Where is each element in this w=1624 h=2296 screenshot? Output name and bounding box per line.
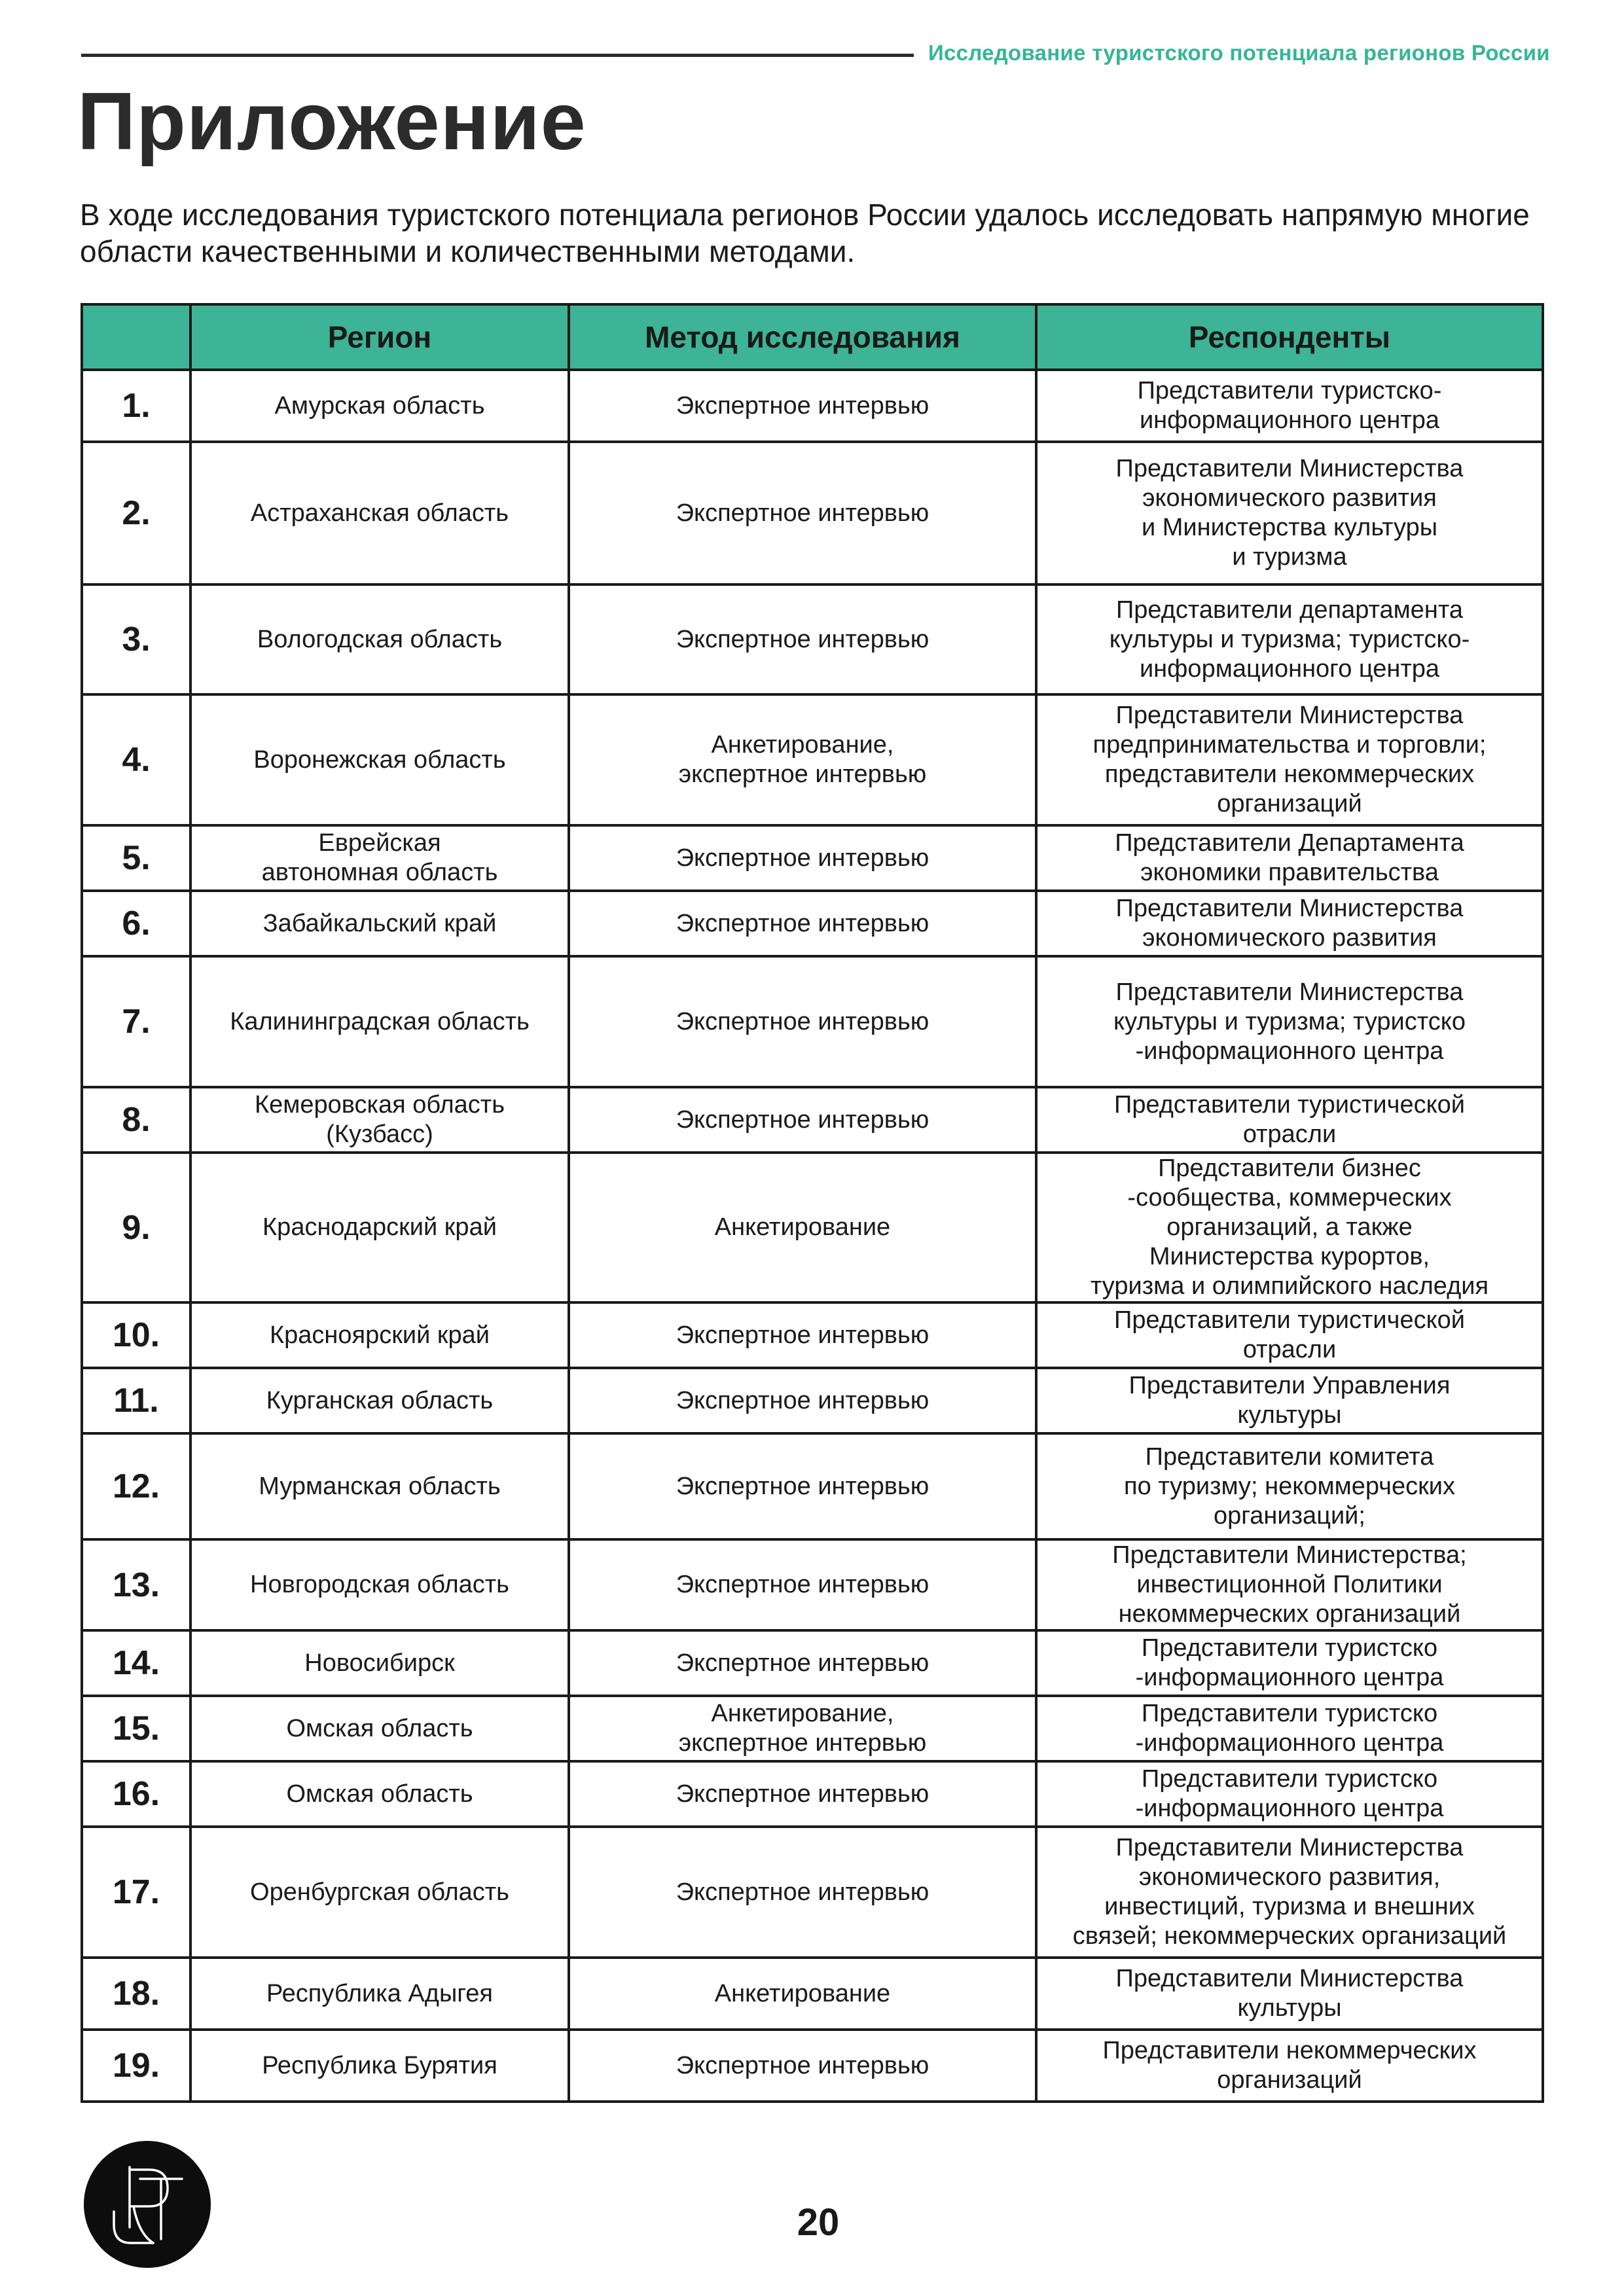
row-number: 9. [82, 1153, 190, 1302]
respondents-cell-line: культуры [1237, 1401, 1342, 1429]
respondents-cell-line: культуры и туризма; туристско [1113, 1007, 1466, 1035]
region-cell-line: Калининградская область [230, 1007, 530, 1035]
respondents-cell-line: предпринимательства и торговли; [1092, 731, 1487, 759]
respondents-cell [1036, 442, 1543, 584]
respondents-cell [1036, 1302, 1543, 1368]
region-cell [190, 584, 569, 694]
respondents-cell-line: связей; некоммерческих организаций [1072, 1922, 1507, 1950]
respondents-cell-line: организаций [1217, 790, 1362, 817]
method-cell-line: Анкетирование, [711, 731, 894, 759]
table-row [82, 1539, 1543, 1630]
respondents-cell-line: культуры [1237, 1994, 1342, 2022]
column-header-region: Регион [190, 304, 569, 370]
method-cell-line: Экспертное интервью [676, 1649, 929, 1677]
region-cell [190, 956, 569, 1087]
method-cell [569, 370, 1036, 442]
region-cell-line: Курганская область [266, 1386, 494, 1414]
appendix-table [81, 303, 1544, 2103]
region-cell [190, 442, 569, 584]
row-number: 12. [82, 1433, 190, 1539]
method-cell-line: Экспертное интервью [676, 1571, 929, 1598]
method-cell [569, 1433, 1036, 1539]
table-row [82, 694, 1543, 825]
method-cell-line: Экспертное интервью [676, 499, 929, 527]
header-rule [81, 54, 914, 57]
respondents-cell-line: -информационного центра [1135, 1795, 1444, 1822]
respondents-cell-line: информационного центра [1139, 655, 1440, 683]
respondents-cell-line: Представители туристической [1114, 1306, 1465, 1334]
region-cell-line: Новосибирск [304, 1649, 455, 1677]
region-cell-line: Омская область [286, 1714, 473, 1742]
respondents-cell-line: экономического развития, [1138, 1863, 1441, 1891]
region-cell-line: (Кузбасс) [326, 1121, 433, 1148]
respondents-cell-line: Представители Министерства [1115, 978, 1464, 1006]
respondents-cell-line: Представители туристско- [1137, 377, 1442, 404]
respondents-cell-line: -информационного центра [1135, 1037, 1444, 1065]
region-cell [190, 1302, 569, 1368]
region-cell-line: Астраханская область [250, 499, 509, 527]
respondents-cell-line: представители некоммерческих [1104, 761, 1475, 788]
header-caption: Исследование туристского потенциала регионов России [928, 41, 1550, 65]
respondents-cell-line: Представители туристической [1114, 1091, 1465, 1119]
respondents-cell-line: организаций; [1214, 1501, 1365, 1530]
region-cell [190, 1153, 569, 1302]
region-cell-line: автономная область [261, 859, 498, 886]
region-cell-line: Воронежская область [253, 745, 506, 774]
row-number: 11. [82, 1368, 190, 1433]
method-cell-line: Экспертное интервью [676, 391, 929, 420]
respondents-cell-line: Представители Министерства [1115, 455, 1464, 482]
method-cell-line: Экспертное интервью [676, 625, 929, 653]
region-cell [190, 1368, 569, 1433]
region-cell [190, 891, 569, 956]
table-row [82, 1761, 1543, 1827]
method-cell-line: Анкетирование, [711, 1700, 894, 1727]
respondents-cell [1036, 584, 1543, 694]
table-row [82, 1433, 1543, 1539]
respondents-cell-line: Представители туристско [1141, 1700, 1438, 1727]
row-number: 6. [82, 891, 190, 956]
method-cell [569, 694, 1036, 825]
region-cell [190, 1539, 569, 1630]
method-cell [569, 1761, 1036, 1827]
respondents-cell-line: -информационного центра [1135, 1729, 1444, 1757]
method-cell-line: Экспертное интервью [676, 1321, 929, 1349]
row-number: 2. [82, 442, 190, 584]
respondents-cell [1036, 1696, 1543, 1761]
region-cell-line: Республика Адыгея [266, 1979, 493, 2007]
method-cell [569, 956, 1036, 1087]
respondents-cell [1036, 370, 1543, 442]
region-cell-line: Кемеровская область [255, 1091, 505, 1119]
respondents-cell-line: инвестиций, туризма и внешних [1104, 1893, 1475, 1920]
table-row [82, 1827, 1543, 1958]
row-number: 14. [82, 1630, 190, 1696]
row-number: 18. [82, 1958, 190, 2030]
region-cell-line: Забайкальский край [262, 909, 497, 937]
respondents-cell [1036, 1827, 1543, 1958]
respondents-cell [1036, 1433, 1543, 1539]
region-cell-line: Республика Бурятия [262, 2051, 497, 2079]
method-cell-line: Анкетирование [714, 1979, 891, 2007]
respondents-cell [1036, 1761, 1543, 1827]
respondents-cell-line: туризма и олимпийского наследия [1090, 1272, 1489, 1300]
respondents-cell-line: Представители Департамента [1115, 829, 1464, 857]
region-cell [190, 1087, 569, 1153]
region-cell-line: Красноярский край [270, 1321, 490, 1349]
method-cell-line: Экспертное интервью [676, 1007, 929, 1035]
table-header-row [82, 304, 1543, 370]
respondents-cell-line: отрасли [1242, 1336, 1337, 1363]
respondents-cell-line: экономики правительства [1140, 859, 1439, 886]
method-cell [569, 1087, 1036, 1153]
row-number: 4. [82, 694, 190, 825]
row-number: 8. [82, 1087, 190, 1153]
region-cell-line: Оренбургская область [250, 1878, 509, 1906]
table-body [82, 370, 1543, 2102]
region-cell [190, 2030, 569, 2102]
method-cell-line: Экспертное интервью [676, 844, 929, 872]
method-cell-line: Экспертное интервью [676, 1878, 929, 1906]
region-cell [190, 825, 569, 891]
respondents-cell-line: Представители комитета [1145, 1443, 1434, 1471]
respondents-cell [1036, 1153, 1543, 1302]
method-cell [569, 891, 1036, 956]
table-row [82, 956, 1543, 1087]
respondents-cell-line: Представители Министерства [1115, 1965, 1464, 1992]
method-cell [569, 1302, 1036, 1368]
row-number: 16. [82, 1761, 190, 1827]
intro-paragraph: В ходе исследования туристского потенциала регионов России удалось исследовать напрямую многие области качественными и количественными методами. [80, 198, 1530, 268]
region-cell [190, 1761, 569, 1827]
respondents-cell-line: отрасли [1242, 1121, 1337, 1148]
table-row [82, 1958, 1543, 2030]
table-row [82, 1696, 1543, 1761]
method-cell-line: экспертное интервью [678, 1729, 927, 1757]
respondents-cell-line: Представители Управления [1128, 1372, 1451, 1399]
table-row [82, 891, 1543, 956]
respondents-cell-line: Представители Министерства [1115, 895, 1464, 922]
respondents-cell-line: инвестиционной Политики [1136, 1571, 1443, 1598]
column-header-method: Метод исследования [569, 304, 1036, 370]
row-number: 17. [82, 1827, 190, 1958]
region-cell-line: Омская область [286, 1780, 473, 1808]
region-cell-line: Краснодарский край [262, 1213, 497, 1241]
respondents-cell-line: Представители туристско [1141, 1634, 1438, 1662]
table-row [82, 1087, 1543, 1153]
table-row [82, 1630, 1543, 1696]
respondents-cell-line: и Министерства культуры [1141, 514, 1438, 541]
respondents-cell [1036, 1630, 1543, 1696]
respondents-cell-line: экономического развития [1142, 484, 1437, 512]
region-cell-line: Новгородская область [250, 1571, 509, 1598]
respondents-cell-line: Министерства курортов, [1149, 1243, 1430, 1270]
table-row [82, 1153, 1543, 1302]
respondents-cell-line: культуры и туризма; туристско- [1109, 625, 1470, 653]
column-header-respondents: Респонденты [1036, 304, 1543, 370]
respondents-cell-line: и туризма [1232, 543, 1347, 571]
row-number: 7. [82, 956, 190, 1087]
row-number: 10. [82, 1302, 190, 1368]
respondents-cell-line: -сообщества, коммерческих [1127, 1184, 1452, 1211]
method-cell [569, 442, 1036, 584]
region-cell-line: Амурская область [274, 391, 485, 420]
region-cell [190, 1827, 569, 1958]
respondents-cell-line: Представители туристско [1141, 1765, 1438, 1793]
method-cell [569, 1827, 1036, 1958]
method-cell [569, 1696, 1036, 1761]
table-row [82, 370, 1543, 442]
row-number: 19. [82, 2030, 190, 2102]
row-number: 13. [82, 1539, 190, 1630]
respondents-cell-line: Представители департамента [1115, 596, 1464, 624]
row-number: 5. [82, 825, 190, 891]
method-cell [569, 825, 1036, 891]
row-number: 15. [82, 1696, 190, 1761]
method-cell-line: Экспертное интервью [676, 909, 929, 937]
respondents-cell [1036, 1539, 1543, 1630]
respondents-cell-line: Представители Министерства; [1112, 1541, 1467, 1569]
respondents-cell-line: -информационного центра [1135, 1664, 1444, 1691]
region-cell [190, 1696, 569, 1761]
row-number: 1. [82, 370, 190, 442]
region-cell [190, 1630, 569, 1696]
table-row [82, 1302, 1543, 1368]
page-title: Приложение [77, 77, 586, 167]
method-cell-line: Экспертное интервью [676, 1105, 929, 1134]
region-cell [190, 370, 569, 442]
method-cell [569, 584, 1036, 694]
respondents-cell-line: Представители некоммерческих [1102, 2037, 1477, 2064]
table-row [82, 2030, 1543, 2102]
method-cell-line: Анкетирование [714, 1213, 891, 1241]
page-number: 20 [797, 2201, 840, 2244]
column-header-number [82, 304, 190, 370]
table-row [82, 1368, 1543, 1433]
respondents-cell-line: Представители Министерства [1115, 1834, 1464, 1861]
respondents-cell [1036, 891, 1543, 956]
region-cell-line: Вологодская область [257, 625, 503, 653]
method-cell [569, 2030, 1036, 2102]
respondents-cell-line: экономического развития [1142, 924, 1437, 952]
method-cell [569, 1630, 1036, 1696]
region-cell [190, 694, 569, 825]
respondents-cell [1036, 1958, 1543, 2030]
respondents-cell-line: информационного центра [1139, 406, 1440, 434]
respondents-cell-line: организаций, а также [1166, 1213, 1413, 1241]
region-cell [190, 1958, 569, 2030]
region-cell [190, 1433, 569, 1539]
method-cell [569, 1153, 1036, 1302]
respondents-cell-line: по туризму; некоммерческих [1124, 1472, 1455, 1500]
method-cell [569, 1368, 1036, 1433]
region-cell-line: Мурманская область [259, 1472, 501, 1500]
method-cell [569, 1539, 1036, 1630]
region-cell-line: Еврейская [318, 829, 441, 857]
table-row [82, 584, 1543, 694]
row-number: 3. [82, 584, 190, 694]
method-cell-line: Экспертное интервью [676, 1780, 929, 1808]
table-row [82, 825, 1543, 891]
respondents-cell-line: Представители бизнес [1158, 1155, 1421, 1182]
rt-monogram-icon [84, 2141, 211, 2268]
method-cell [569, 1958, 1036, 2030]
respondents-cell [1036, 825, 1543, 891]
respondents-cell [1036, 1087, 1543, 1153]
method-cell-line: экспертное интервью [678, 761, 927, 788]
respondents-cell [1036, 2030, 1543, 2102]
table-row [82, 442, 1543, 584]
respondents-cell-line: организаций [1217, 2066, 1362, 2094]
respondents-cell-line: некоммерческих организаций [1118, 1600, 1461, 1628]
respondents-cell [1036, 956, 1543, 1087]
method-cell-line: Экспертное интервью [676, 2051, 929, 2079]
respondents-cell-line: Представители Министерства [1115, 702, 1464, 729]
respondents-cell [1036, 1368, 1543, 1433]
method-cell-line: Экспертное интервью [676, 1472, 929, 1500]
respondents-cell [1036, 694, 1543, 825]
method-cell-line: Экспертное интервью [676, 1386, 929, 1414]
